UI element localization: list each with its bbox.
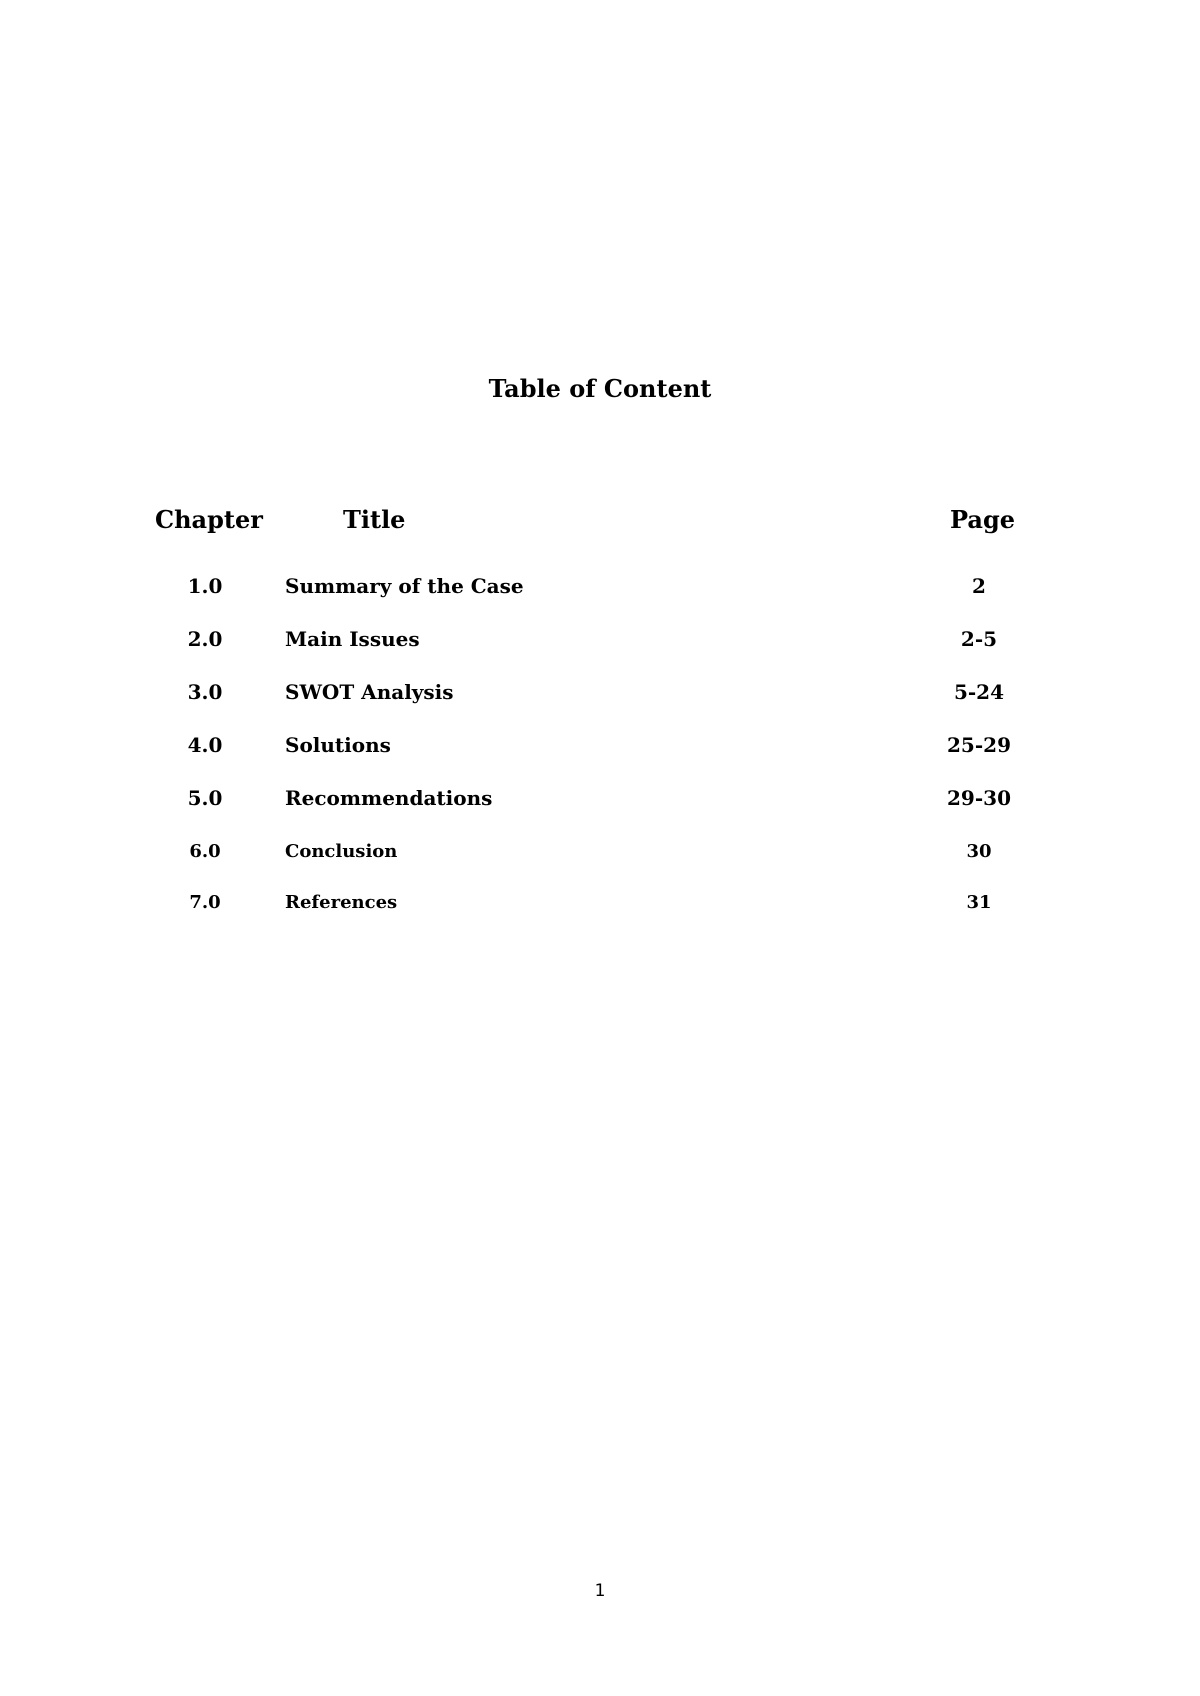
toc-chapter-number: 1.0 <box>187 574 223 598</box>
toc-page-range: 2-5 <box>960 627 998 651</box>
toc-page-range: 5-24 <box>953 680 1005 704</box>
page-title: Table of Content <box>488 374 712 403</box>
toc-page-range: 25-29 <box>947 733 1011 757</box>
toc-page-range: 29-30 <box>947 786 1011 810</box>
toc-chapter-title: Solutions <box>285 733 391 757</box>
toc-chapter-title: Recommendations <box>285 786 493 810</box>
toc-header-title: Title <box>343 505 406 534</box>
toc-row <box>0 730 1200 760</box>
toc-header-page: Page <box>950 505 1016 534</box>
toc-page-range: 30 <box>966 841 992 862</box>
toc-chapter-title: SWOT Analysis <box>285 680 454 704</box>
toc-chapter-number: 2.0 <box>187 627 223 651</box>
toc-row <box>0 624 1200 654</box>
toc-chapter-number: 4.0 <box>187 733 223 757</box>
toc-row <box>0 837 1200 867</box>
toc-chapter-title: References <box>285 892 398 913</box>
toc-chapter-number: 3.0 <box>187 680 223 704</box>
toc-header-chapter: Chapter <box>155 505 263 534</box>
toc-chapter-number: 6.0 <box>189 841 221 862</box>
toc-chapter-number: 7.0 <box>189 892 221 913</box>
toc-row <box>0 677 1200 707</box>
page-number: 1 <box>594 1581 606 1601</box>
toc-chapter-title: Conclusion <box>285 841 398 862</box>
toc-chapter-title: Summary of the Case <box>285 574 524 598</box>
toc-row <box>0 783 1200 813</box>
toc-chapter-title: Main Issues <box>285 627 420 651</box>
toc-page-range: 2 <box>972 574 986 598</box>
toc-chapter-number: 5.0 <box>187 786 223 810</box>
toc-row <box>0 888 1200 918</box>
toc-page-range: 31 <box>966 892 992 913</box>
toc-row <box>0 571 1200 601</box>
